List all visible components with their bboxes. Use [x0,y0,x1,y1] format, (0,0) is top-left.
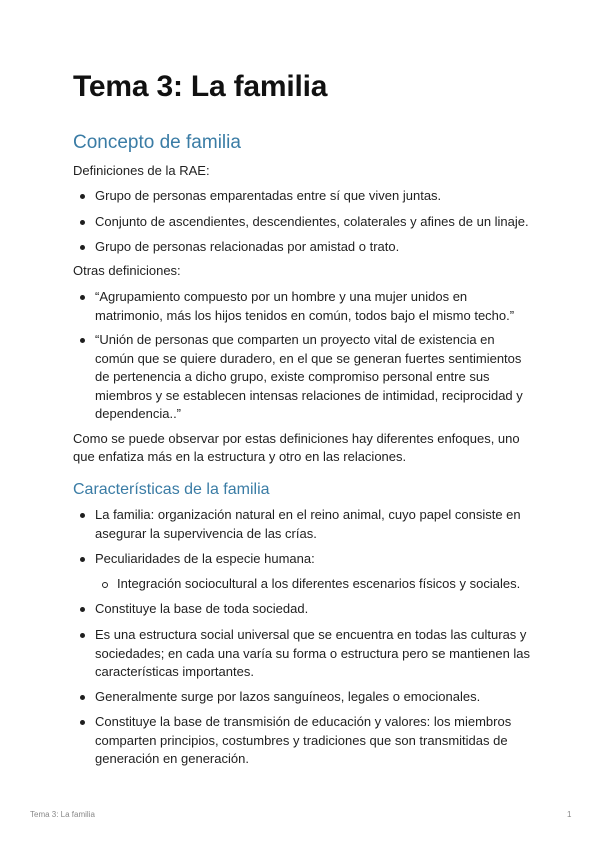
page-title: Tema 3: La familia [73,70,328,103]
list-item: “Unión de personas que comparten un proyecto vital de existencia en común que se quiere duradero, en el que se generan fuertes sentimientos de pertenencia a dicho grupo, existe compromiso personal entre sus miembros y se establecen intensas relaciones de intimidad, reciprocidad y dependencia..” [95,331,531,424]
list-item: Constituye la base de toda sociedad. [95,600,531,619]
list-item: Constituye la base de transmisión de educación y valores: los miembros comparten principios, costumbres y tradiciones que son transmitidas de generación en generación. [95,713,531,769]
other-definitions-intro: Otras definiciones: [73,263,181,278]
list-item: “Agrupamiento compuesto por un hombre y una mujer unidos en matrimonio, más los hijos tenidos en común, todos bajo el mismo techo.” [95,288,531,325]
section-heading-caracteristicas: Características de la familia [73,481,270,498]
section-heading-concepto: Concepto de familia [73,132,241,153]
conclusion-paragraph: Como se puede observar por estas definiciones hay diferentes enfoques, uno que enfatiza más en la estructura y otro en las relaciones. [73,431,520,464]
list-item: Peculiaridades de la especie humana: [95,550,531,569]
list-item: Grupo de personas relacionadas por amistad o trato. [95,238,531,257]
list-item: Conjunto de ascendientes, descendientes, colaterales y afines de un linaje. [95,213,531,232]
footer-doc-title: Tema 3: La familia [30,810,95,819]
footer-page-number: 1 [567,810,572,819]
list-item: La familia: organización natural en el reino animal, cuyo papel consiste en asegurar la supervivencia de las crías. [95,506,531,543]
list-item: Grupo de personas emparentadas entre sí que viven juntas. [95,187,531,206]
list-item: Generalmente surge por lazos sanguíneos, legales o emocionales. [95,688,531,707]
sub-list-item: Integración sociocultural a los diferentes escenarios físicos y sociales. [117,575,531,594]
list-item: Es una estructura social universal que se encuentra en todas las culturas y sociedades; en cada una varía su forma o estructura pero se mantienen las características importantes. [95,626,531,682]
rae-intro: Definiciones de la RAE: [73,163,210,178]
